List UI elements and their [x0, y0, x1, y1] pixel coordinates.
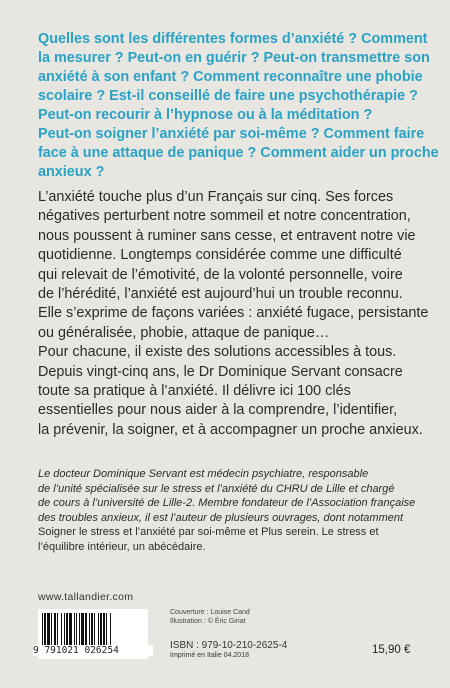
- barcode-bar: [57, 613, 58, 649]
- barcode-bar: [103, 613, 105, 649]
- blurb-line: quotidienne. Longtemps considérée comme une difficulté: [38, 247, 402, 264]
- barcode-bar: [79, 613, 80, 649]
- isbn-block: [170, 640, 287, 659]
- barcode-bar: [74, 613, 75, 649]
- barcode-bar: [76, 613, 77, 649]
- question-line: anxieux ?: [38, 164, 105, 180]
- isbn: ISBN : 979-10-210-2625-4: [170, 640, 288, 651]
- publisher-website: www.tallandier.com: [38, 591, 134, 603]
- barcode-bar: [94, 613, 95, 649]
- barcode-bar: [44, 613, 46, 649]
- bio-line: Soigner le stress et l’anxiété par soi-même et Plus serein. Le stress et: [38, 526, 379, 538]
- question-line: la mesurer ? Peut-on en guérir ? Peut-on transmettre son: [38, 50, 430, 66]
- blurb-paragraph: [38, 188, 430, 440]
- author-bio: [38, 467, 430, 554]
- blurb-line: toute sa pratique à l’anxiété. Il délivre ici 100 clés: [38, 383, 351, 400]
- barcode-bar: [42, 613, 43, 649]
- bio-line: de l’unité spécialisée sur le stress et l’anxiété du CHRU de Lille et chargé: [38, 482, 395, 495]
- bio-line: des troubles anxieux, il est l’auteur de plusieurs ouvrages, dont notamment: [38, 511, 404, 524]
- blurb-line: ou généralisée, phobie, attaque de panique…: [38, 324, 330, 341]
- barcode-bar: [100, 613, 102, 649]
- price: 15,90 €: [372, 644, 411, 656]
- blurb-line: Pour chacune, il existe des solutions accessibles à tous.: [38, 344, 397, 361]
- questions-block: [38, 30, 439, 182]
- bio-line: Le docteur Dominique Servant est médecin psychiatre, responsable: [38, 468, 369, 480]
- barcode-bar: [106, 613, 107, 649]
- illustration-credit: Illustration : © Éric Giriat: [170, 618, 246, 625]
- blurb-line: qui relevait de l’émotivité, de la volonté personnelle, voire: [38, 266, 403, 283]
- cover-credits: [170, 608, 250, 626]
- barcode-bar: [64, 613, 65, 649]
- barcode-bar: [66, 613, 68, 649]
- blurb-line: essentielles pour nous aider à la comprendre, l’identifier,: [38, 402, 398, 419]
- barcode-bar: [89, 613, 90, 649]
- question-line: Quelles sont les différentes formes d’anxiété ? Comment: [38, 31, 428, 47]
- question-line: scolaire ? Est-il conseillé de faire une psychothérapie ?: [38, 88, 418, 104]
- barcode-digits: 9 791021 026254: [33, 645, 153, 656]
- blurb-line: Elle s’exprime de façons variées : anxiété fugace, persistante: [38, 305, 429, 322]
- blurb-line: de l’hérédité, l’anxiété est aujourd’hui un trouble reconnu.: [38, 286, 403, 303]
- barcode-bar: [91, 613, 93, 649]
- barcode-bar: [47, 613, 50, 649]
- blurb-line: la prévenir, la soigner, et à accompagner un proche anxieux.: [38, 421, 423, 438]
- barcode-bar: [81, 613, 84, 649]
- barcode-bar: [51, 613, 52, 649]
- blurb-line: négatives perturbent notre sommeil et notre concentration,: [38, 208, 411, 225]
- barcode-bar: [110, 613, 111, 649]
- printed-info: Imprimé en Italie 04.2018: [170, 652, 249, 659]
- blurb-line: nous poussent à ruminer sans cesse, et entravent notre vie: [38, 227, 416, 244]
- blurb-line: L’anxiété touche plus d’un Français sur cinq. Ses forces: [38, 189, 394, 205]
- barcode-bar: [98, 613, 99, 649]
- bio-line: l’équilibre intérieur, un abécédaire.: [38, 540, 206, 553]
- barcode-bar: [61, 613, 62, 649]
- barcode-bars: [42, 613, 144, 649]
- question-line: anxiété à son enfant ? Comment reconnaître une phobie: [38, 69, 423, 85]
- bio-line: de cours à l’université de Lille-2. Membre fondateur de l’Association française: [38, 497, 416, 509]
- barcode-bar: [54, 613, 56, 649]
- barcode-bar: [69, 613, 72, 649]
- question-line: face à une attaque de panique ? Comment aider un proche: [38, 145, 439, 161]
- question-line: Peut-on recourir à l’hypnose ou à la méditation ?: [38, 107, 373, 123]
- question-line: Peut-on soigner l’anxiété par soi-même ? Comment faire: [38, 126, 425, 142]
- cover-credit: Couverture : Louise Cand: [170, 609, 250, 616]
- barcode-bar: [85, 613, 87, 649]
- blurb-line: Depuis vingt-cinq ans, le Dr Dominique Servant consacre: [38, 363, 403, 380]
